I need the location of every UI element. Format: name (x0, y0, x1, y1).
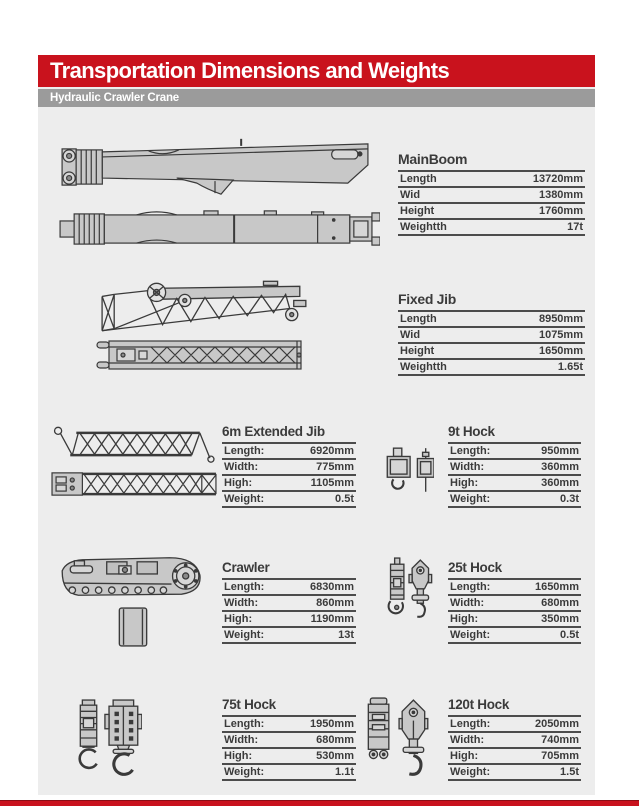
spec-value: 0.5t (560, 629, 579, 641)
spec-label: High: (224, 477, 253, 489)
fixed-jib-top-view-illustration (92, 336, 314, 374)
spec-table-extended-jib (222, 424, 356, 508)
spec-row (398, 310, 585, 326)
spec-row (222, 442, 356, 458)
spec-row (222, 715, 356, 731)
spec-label: Wid (400, 189, 421, 201)
spec-label: Width: (224, 597, 259, 609)
main-boom-side-view-illustration (48, 136, 380, 196)
spec-table-title: 75t Hock (222, 697, 276, 712)
120t-hook-illustration (360, 696, 432, 778)
spec-table-main-boom (398, 150, 585, 236)
spec-row (222, 594, 356, 610)
spec-label: Weight: (450, 493, 491, 505)
spec-label: Length: (450, 581, 491, 593)
spec-value: 6830mm (309, 581, 354, 593)
spec-label: Length (400, 173, 437, 185)
spec-value: 775mm (316, 461, 354, 473)
spec-row (222, 731, 356, 747)
spec-value: 860mm (316, 597, 354, 609)
spec-value: 1.5t (560, 766, 579, 778)
page-subtitle: Hydraulic Crawler Crane (50, 92, 179, 104)
extended-jib-side-view-illustration (50, 424, 217, 464)
page-title-bar (38, 55, 595, 87)
spec-row (448, 578, 581, 594)
spec-value: 1650mm (534, 581, 579, 593)
spec-value: 705mm (541, 750, 579, 762)
spec-label: Width: (224, 734, 259, 746)
spec-table-title: 9t Hock (448, 424, 495, 439)
spec-label: Weight: (450, 629, 491, 641)
spec-row (448, 610, 581, 626)
fixed-jib-side-view-illustration (92, 278, 324, 334)
spec-value: 1380mm (538, 189, 583, 201)
spec-value: 6920mm (309, 445, 354, 457)
spec-label: Weight: (450, 766, 491, 778)
spec-value: 350mm (541, 613, 579, 625)
spec-value: 17t (567, 221, 583, 233)
spec-label: Height (400, 205, 435, 217)
spec-value: 1105mm (310, 477, 354, 489)
spec-table-title: 25t Hock (448, 560, 502, 575)
spec-label: Length (400, 313, 437, 325)
spec-label: Width: (450, 461, 485, 473)
spec-row (222, 626, 356, 642)
9t-hook-illustration (380, 446, 434, 496)
spec-row (398, 170, 585, 186)
spec-table-title: 120t Hock (448, 697, 510, 712)
page-subtitle-bar (38, 89, 595, 107)
spec-table-title: 6m Extended Jib (222, 424, 325, 439)
spec-label: Width: (450, 734, 485, 746)
spec-table-title: MainBoom (398, 151, 468, 167)
spec-value: 950mm (541, 445, 579, 457)
spec-value: 0.5t (335, 493, 354, 505)
spec-label: Weight: (224, 766, 265, 778)
spec-label: Length: (224, 718, 265, 730)
spec-label: Width: (450, 597, 485, 609)
spec-label: Width: (224, 461, 259, 473)
spec-value: 1075mm (538, 329, 583, 341)
spec-label: Length: (450, 445, 491, 457)
spec-label: High: (224, 750, 253, 762)
spec-value: 8950mm (538, 313, 583, 325)
spec-label: Weight: (224, 493, 265, 505)
spec-value: 2050mm (534, 718, 579, 730)
page-title: Transportation Dimensions and Weights (50, 58, 450, 83)
spec-value: 1.1t (335, 766, 354, 778)
spec-value: 680mm (316, 734, 354, 746)
spec-row (398, 342, 585, 358)
spec-row (222, 763, 356, 779)
spec-table-9t-hock (448, 424, 581, 508)
footer-red-rule (0, 800, 639, 806)
spec-value: 680mm (541, 597, 579, 609)
spec-label: Length: (224, 581, 265, 593)
spec-row (448, 626, 581, 642)
spec-table-fixed-jib (398, 290, 585, 376)
spec-row (222, 474, 356, 490)
spec-value: 1950mm (309, 718, 354, 730)
spec-table-crawler (222, 560, 356, 644)
spec-row (448, 763, 581, 779)
spec-label: Weight: (224, 629, 265, 641)
spec-label: Length: (224, 445, 265, 457)
spec-value: 360mm (541, 477, 579, 489)
spec-value: 740mm (541, 734, 579, 746)
spec-table-120t-hock (448, 697, 581, 781)
spec-label: High: (450, 477, 479, 489)
spec-row (222, 458, 356, 474)
spec-row (222, 747, 356, 763)
25t-hook-illustration (382, 556, 434, 630)
spec-row (222, 610, 356, 626)
spec-value: 1190mm (310, 613, 354, 625)
spec-value: 1760mm (538, 205, 583, 217)
spec-row (398, 186, 585, 202)
spec-table-title: Fixed Jib (398, 291, 456, 307)
extended-jib-top-view-illustration (50, 468, 220, 500)
spec-label: Weightth (400, 221, 447, 233)
spec-row (448, 747, 581, 763)
spec-row (448, 594, 581, 610)
75t-hook-illustration (74, 698, 142, 778)
spec-row (448, 731, 581, 747)
spec-row (398, 326, 585, 342)
spec-label: Length: (450, 718, 491, 730)
spec-row (448, 442, 581, 458)
spec-row (448, 715, 581, 731)
spec-row (448, 458, 581, 474)
spec-value: 1650mm (538, 345, 583, 357)
main-boom-top-view-illustration (48, 206, 380, 250)
spec-row (398, 218, 585, 234)
spec-value: 530mm (316, 750, 354, 762)
spec-table-75t-hock (222, 697, 356, 781)
spec-label: High: (450, 750, 479, 762)
spec-row (448, 490, 581, 506)
spec-label: Wid (400, 329, 421, 341)
spec-label: High: (450, 613, 479, 625)
spec-value: 13720mm (532, 173, 583, 185)
spec-row (222, 578, 356, 594)
spec-label: Height (400, 345, 435, 357)
spec-table-25t-hock (448, 560, 581, 644)
spec-value: 13t (338, 629, 354, 641)
spec-value: 360mm (541, 461, 579, 473)
spec-table-title: Crawler (222, 560, 270, 575)
crawler-pad-illustration (116, 606, 150, 648)
spec-row (222, 490, 356, 506)
spec-label: High: (224, 613, 253, 625)
spec-label: Weightth (400, 361, 447, 373)
spec-row (398, 202, 585, 218)
spec-row (448, 474, 581, 490)
spec-value: 0.3t (560, 493, 579, 505)
spec-row (398, 358, 585, 374)
crawler-track-illustration (48, 550, 210, 604)
spec-value: 1.65t (557, 361, 583, 373)
